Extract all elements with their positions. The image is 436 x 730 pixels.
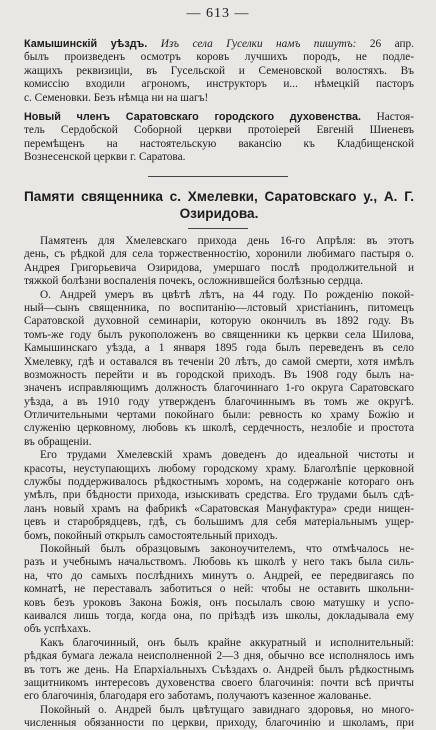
article-title-line: Памяти священника с. Хмелевки, Саратовскаго у., А. Г. (24, 189, 414, 204)
news-line: Вознесенской церкви г. Саратова. (24, 151, 186, 164)
divider (188, 228, 248, 229)
article-line: Памятенъ для Хмелевскаго прихода день 16-го Апрѣля: въ этотъ (40, 235, 414, 247)
article-line: Андрея Григорьевича Озиридова, умершаго послѣ продолжительной и (24, 261, 414, 274)
article-line: возможность перейти и въ городской приходъ. Въ 1908 году былъ на- (24, 368, 414, 381)
page-number: — 613 — (186, 6, 250, 21)
section-subheading: Изъ села Гуселки намъ пишутъ: (160, 38, 357, 50)
text-fragment: Настоя- (376, 111, 414, 123)
news-line (24, 111, 414, 124)
article-line: численныя обязанности по церкви, приходу, благочинію и школамъ, при (24, 717, 414, 730)
article-line: Саратовской духовной семинаріи, которую окончилъ въ 1892 году. Въ (24, 315, 414, 328)
article-title (24, 188, 414, 222)
news-line: тель Сердобской Соборной церкви протоіерей Евгеній Шиеневъ (24, 124, 414, 137)
divider (148, 176, 288, 177)
article-line: Какъ благочинный, онъ былъ крайне аккуратный и исполнительный: (40, 636, 414, 649)
article-line: его благочинія, благодаря его заботамъ, получаютъ казенное жалованье. (24, 690, 372, 703)
article-line: ковъ безъ уроковъ Закона Божія, онъ посылалъ свою матушку и успо- (24, 596, 414, 609)
article-line: Покойный о. Андрей былъ цвѣтущаго завиднаго здоровья, но много- (40, 703, 414, 716)
article-line: Камышинскаго уѣзда, а 1 января 1895 года былъ переведенъ въ село (24, 342, 414, 355)
article-line: каивался лишь тогда, когда она, по пріѣздѣ изъ школы, докладывала ему (24, 609, 414, 622)
news-line: перемѣщенъ на настоятельскую вакансію къ Кладбищенской (24, 137, 414, 150)
article-line: уѣзда, а въ 1910 году утвержденъ благочиннымъ въ томъ же округѣ. (24, 395, 414, 408)
article-line: объ успѣхахъ. (24, 623, 92, 636)
article-line: значенъ исправляющимъ должность благочиннаго 1-го округа Саратовскаго (24, 382, 414, 395)
article-line: Его трудами Хмелевскій храмъ доведенъ до идеальной чистоты и (40, 449, 414, 462)
article-line: бомъ, покойный открылъ самостоятельный приходъ. (24, 529, 278, 542)
news-line: былъ произведенъ осмотръ коровъ лучшихъ породъ, не подле- (24, 51, 414, 64)
news-item-new-member (24, 111, 414, 165)
article-line: служенію церковному, любовь къ школѣ, сердечность, незлобіе и простота (24, 422, 414, 435)
news-line: комиссію входили агрономъ, инструкторъ и... нѣмецкій пасторъ (24, 78, 414, 91)
article-line: О. Андрей умеръ въ цвѣтѣ лѣтъ, на 44 году. По рожденію покой- (40, 288, 414, 301)
article-line: ный—сынъ священника, по воспитанію—лстовый христіанинъ, питомецъ (24, 301, 414, 314)
article-title-line: Озиридова. (179, 206, 259, 221)
text-fragment: 26 апр. (369, 38, 414, 50)
news-line: жащихъ реквизиціи, въ Гусельской и Семеновской волостяхъ. Въ (24, 64, 414, 77)
article-line: въ тотъ же день. На Епархіальныхъ Съѣздахъ о. Андрей былъ рѣдкостнымъ (24, 663, 414, 676)
news-item-kamyshin (24, 38, 414, 105)
article-line: Хмелевку, гдѣ и оставался въ теченіи 20 лѣтъ, до самой смерти, хотя имѣлъ (24, 355, 414, 368)
article-line: день, съ рѣдкой для села торжественностію, хоронили любимаго пастыря о. (24, 248, 414, 261)
section-heading: Новый членъ Саратовскаго городского духовенства. (24, 111, 362, 123)
article-line: на, что до самыхъ послѣднихъ минутъ о. Андрей, ее передвигаясь по (24, 569, 414, 582)
article-line: Покойный былъ образцовымъ законоучителемъ, что отмѣчалось не- (40, 542, 414, 555)
article-line: въ обращеніи. (24, 435, 92, 448)
section-heading: Камышинскій уѣздъ. (24, 38, 148, 50)
article-line: защитникомъ интересовъ духовенства своего благочинія: почти всѣ причты (24, 676, 414, 689)
article-line: рѣдкая бумага лежала неисполненной 2—3 дня, обычно все исполнялось имъ (24, 650, 414, 663)
news-line: с. Семеновки. Безъ нѣмца ни на шагъ! (24, 91, 209, 104)
article-line: комнатѣ, не переставалъ заботиться о ней: чтобы не оставить школьни- (24, 583, 414, 596)
article-body (24, 235, 414, 730)
article-line: тяжкой болѣзни воспаленія почекъ, осложнившейся болѣзнью сердца. (24, 275, 364, 288)
article-line: томъ-же году былъ рукоположенъ во священники къ церкви села Шилова, (24, 328, 414, 341)
article-line: красоты, неуступающихъ любому городскому храму. Благолѣпіе церковной (24, 462, 414, 475)
article-line: ланъ новый храмъ на фабрикѣ «Саратовская Мануфактура» среди нищен- (24, 502, 414, 515)
article-line: цевъ и старобрядцевъ, гдѣ, съ большимъ для себя матеріальнымъ ущер- (24, 516, 414, 529)
article-line: разъ и учебнымъ начальствомъ. Любовь къ школѣ у него такъ была силь- (24, 556, 414, 569)
article-line: Отличительными чертами покойнаго были: ревность ко храму Божію и (24, 409, 414, 422)
news-line (24, 38, 414, 51)
article-line: службы поддерживалось рѣдкостнымъ хоромъ, на содержаніе котораго онъ (24, 476, 414, 489)
article-line: умѣлъ, при бѣдности прихода, изыскивать средства. Его трудами былъ сдѣ- (24, 489, 414, 502)
